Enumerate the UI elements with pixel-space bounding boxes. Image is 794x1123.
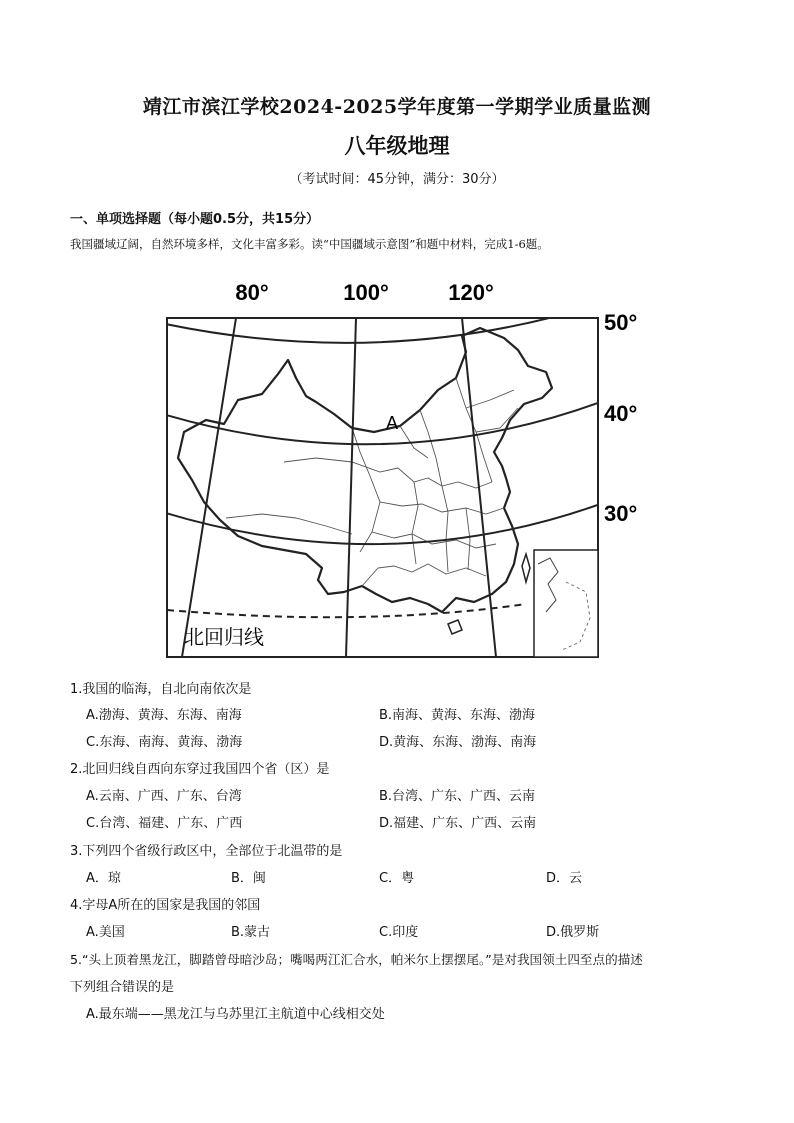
question-5-stem-line2: 下列组合错误的是 — [70, 980, 175, 995]
question-3-stem: 3.下列四个省级行政区中，全部位于北温带的是 — [70, 844, 343, 859]
latitude-label-30: 30° — [604, 501, 638, 526]
subject-title: 八年级地理 — [344, 134, 450, 158]
longitude-label-100: 100° — [343, 282, 389, 305]
section-intro: 我国疆域辽阔，自然环境多样，文化丰富多彩。读“中国疆域示意图”和题中材料，完成1-6题。 — [70, 237, 549, 251]
question-2-option-c: C.台湾、福建、广东、广西 — [86, 816, 243, 831]
map-point-a-label: A — [386, 413, 399, 433]
south-sea-inset — [534, 550, 598, 657]
question-3-option-d: D．云 — [546, 871, 583, 886]
longitude-label-80: 80° — [235, 282, 269, 305]
question-4-option-b: B.蒙古 — [231, 925, 271, 940]
tropic-of-cancer-label: 北回归线 — [184, 625, 264, 649]
question-1-option-d: D.黄海、东海、渤海、南海 — [379, 735, 537, 750]
question-4-option-c: C.印度 — [379, 925, 419, 940]
latitude-label-40: 40° — [604, 401, 638, 426]
question-2-stem: 2.北回归线自西向东穿过我国四个省（区）是 — [70, 762, 330, 777]
exam-info: （考试时间：45分钟，满分：30分） — [289, 172, 505, 187]
question-4-stem: 4.字母A所在的国家是我国的邻国 — [70, 898, 261, 913]
document-title: 靖江市滨江学校2024-2025学年度第一学期学业质量监测 — [142, 96, 652, 118]
question-2-option-a: A.云南、广西、广东、台湾 — [86, 789, 242, 804]
question-1-option-c: C.东海、南海、黄海、渤海 — [86, 735, 243, 750]
latitude-label-50: 50° — [604, 310, 638, 335]
question-3-option-a: A．琼 — [86, 871, 121, 886]
question-1-option-a: A.渤海、黄海、东海、南海 — [86, 708, 242, 723]
question-2-option-b: B.台湾、广东、广西、云南 — [379, 789, 536, 804]
question-3-option-c: C．粤 — [379, 871, 415, 886]
question-5-stem-line1: 5.“头上顶着黑龙江，脚踏曾母暗沙岛；嘴喝两江汇合水，帕米尔上摆摆尾。”是对我国领土四至点的描述 — [70, 952, 643, 967]
question-3-option-b: B．闽 — [231, 871, 266, 886]
question-5-option-a: A.最东端——黑龙江与乌苏里江主航道中心线相交处 — [86, 1007, 385, 1022]
section-heading: 一、单项选择题（每小题0.5分，共15分） — [70, 212, 320, 227]
question-2-option-d: D.福建、广东、广西、云南 — [379, 816, 537, 831]
question-4-option-a: A.美国 — [86, 925, 125, 940]
question-1-option-b: B.南海、黄海、东海、渤海 — [379, 708, 536, 723]
question-1-stem: 1.我国的临海，自北向南依次是 — [70, 682, 252, 697]
china-territory-map — [166, 282, 646, 662]
question-4-option-d: D.俄罗斯 — [546, 925, 600, 940]
longitude-label-120: 120° — [448, 282, 494, 305]
